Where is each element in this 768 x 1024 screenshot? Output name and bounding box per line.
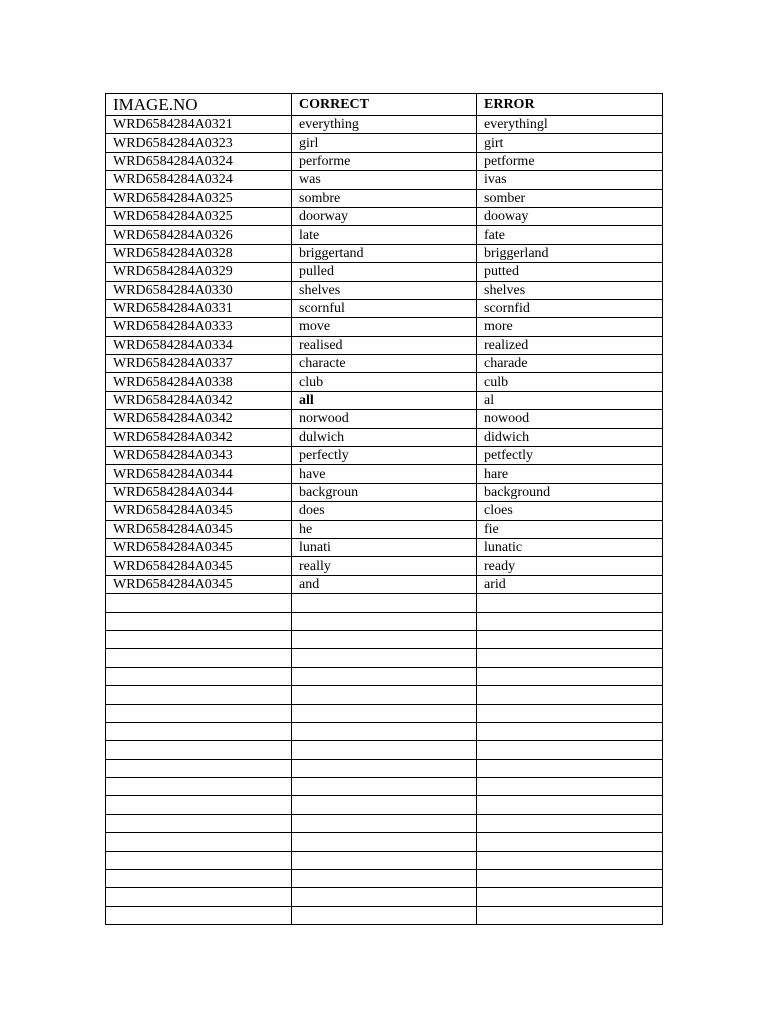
- empty-cell: [292, 667, 477, 685]
- cell-image-no: WRD6584284A0342: [106, 428, 292, 446]
- cell-error: fie: [477, 520, 663, 538]
- table-row: [106, 299, 663, 317]
- empty-cell: [292, 833, 477, 851]
- table-row: [106, 465, 663, 483]
- table-row: [106, 152, 663, 170]
- empty-cell: [106, 778, 292, 796]
- empty-table-row: [106, 704, 663, 722]
- cell-correct: does: [292, 502, 477, 520]
- table-row: [106, 336, 663, 354]
- empty-cell: [477, 686, 663, 704]
- empty-table-row: [106, 612, 663, 630]
- cell-error: nowood: [477, 410, 663, 428]
- cell-error: lunatic: [477, 538, 663, 556]
- cell-correct: girl: [292, 134, 477, 152]
- cell-image-no: WRD6584284A0331: [106, 299, 292, 317]
- empty-table-row: [106, 667, 663, 685]
- cell-correct: characte: [292, 355, 477, 373]
- cell-image-no: WRD6584284A0333: [106, 318, 292, 336]
- empty-cell: [106, 814, 292, 832]
- empty-table-row: [106, 686, 663, 704]
- empty-table-row: [106, 833, 663, 851]
- cell-image-no: WRD6584284A0326: [106, 226, 292, 244]
- empty-cell: [106, 888, 292, 906]
- empty-cell: [106, 667, 292, 685]
- empty-table-row: [106, 630, 663, 648]
- table-row: [106, 134, 663, 152]
- header-row: [106, 94, 663, 116]
- cell-correct: doorway: [292, 207, 477, 225]
- empty-cell: [477, 796, 663, 814]
- cell-error: dooway: [477, 207, 663, 225]
- cell-correct: really: [292, 557, 477, 575]
- table-row: [106, 263, 663, 281]
- cell-image-no: WRD6584284A0324: [106, 152, 292, 170]
- table-row: [106, 373, 663, 391]
- empty-cell: [477, 741, 663, 759]
- cell-error: everythingl: [477, 116, 663, 134]
- empty-table-row: [106, 649, 663, 667]
- cell-error: shelves: [477, 281, 663, 299]
- empty-table-row: [106, 851, 663, 869]
- empty-cell: [106, 612, 292, 630]
- table-row: [106, 318, 663, 336]
- empty-cell: [292, 741, 477, 759]
- empty-cell: [477, 870, 663, 888]
- cell-image-no: WRD6584284A0324: [106, 171, 292, 189]
- empty-cell: [106, 759, 292, 777]
- cell-correct: and: [292, 575, 477, 593]
- empty-cell: [477, 888, 663, 906]
- cell-image-no: WRD6584284A0330: [106, 281, 292, 299]
- empty-table-row: [106, 741, 663, 759]
- cell-image-no: WRD6584284A0345: [106, 502, 292, 520]
- cell-error: girt: [477, 134, 663, 152]
- table-body: [106, 116, 663, 925]
- table-row: [106, 575, 663, 593]
- cell-error: more: [477, 318, 663, 336]
- empty-cell: [292, 759, 477, 777]
- empty-cell: [477, 906, 663, 924]
- cell-image-no: WRD6584284A0344: [106, 483, 292, 501]
- cell-correct: scornful: [292, 299, 477, 317]
- cell-error: charade: [477, 355, 663, 373]
- empty-cell: [292, 630, 477, 648]
- cell-correct: was: [292, 171, 477, 189]
- cell-image-no: WRD6584284A0345: [106, 557, 292, 575]
- empty-cell: [106, 649, 292, 667]
- table-row: [106, 428, 663, 446]
- table-row: [106, 538, 663, 556]
- table-row: [106, 207, 663, 225]
- empty-cell: [106, 833, 292, 851]
- cell-correct: sombre: [292, 189, 477, 207]
- empty-cell: [106, 722, 292, 740]
- cell-image-no: WRD6584284A0325: [106, 189, 292, 207]
- header-image-no: IMAGE.NO: [106, 94, 292, 116]
- empty-table-row: [106, 796, 663, 814]
- cell-correct: perfectly: [292, 447, 477, 465]
- empty-table-row: [106, 888, 663, 906]
- cell-image-no: WRD6584284A0323: [106, 134, 292, 152]
- cell-image-no: WRD6584284A0337: [106, 355, 292, 373]
- empty-table-row: [106, 759, 663, 777]
- empty-cell: [292, 722, 477, 740]
- empty-cell: [477, 851, 663, 869]
- cell-correct: briggertand: [292, 244, 477, 262]
- cell-correct: realised: [292, 336, 477, 354]
- empty-cell: [292, 778, 477, 796]
- table-row: [106, 391, 663, 409]
- cell-correct: lunati: [292, 538, 477, 556]
- empty-table-row: [106, 814, 663, 832]
- header-error: ERROR: [477, 94, 663, 116]
- cell-image-no: WRD6584284A0343: [106, 447, 292, 465]
- table-row: [106, 410, 663, 428]
- cell-image-no: WRD6584284A0338: [106, 373, 292, 391]
- empty-cell: [292, 870, 477, 888]
- cell-error: ready: [477, 557, 663, 575]
- cell-error: background: [477, 483, 663, 501]
- empty-cell: [106, 741, 292, 759]
- cell-correct: dulwich: [292, 428, 477, 446]
- empty-table-row: [106, 722, 663, 740]
- table-row: [106, 502, 663, 520]
- cell-image-no: WRD6584284A0345: [106, 575, 292, 593]
- empty-table-row: [106, 594, 663, 612]
- empty-cell: [106, 704, 292, 722]
- cell-correct: late: [292, 226, 477, 244]
- cell-image-no: WRD6584284A0342: [106, 410, 292, 428]
- empty-cell: [477, 704, 663, 722]
- empty-cell: [477, 612, 663, 630]
- cell-image-no: WRD6584284A0325: [106, 207, 292, 225]
- cell-correct: club: [292, 373, 477, 391]
- cell-error: putted: [477, 263, 663, 281]
- cell-error: al: [477, 391, 663, 409]
- cell-error: scornfid: [477, 299, 663, 317]
- table-row: [106, 520, 663, 538]
- cell-image-no: WRD6584284A0328: [106, 244, 292, 262]
- empty-cell: [106, 686, 292, 704]
- empty-cell: [106, 796, 292, 814]
- empty-cell: [477, 667, 663, 685]
- empty-cell: [292, 704, 477, 722]
- table-row: [106, 281, 663, 299]
- cell-correct: move: [292, 318, 477, 336]
- empty-table-row: [106, 870, 663, 888]
- cell-correct: all: [292, 391, 477, 409]
- empty-cell: [106, 870, 292, 888]
- table-row: [106, 355, 663, 373]
- empty-cell: [292, 612, 477, 630]
- cell-error: fate: [477, 226, 663, 244]
- header-correct: CORRECT: [292, 94, 477, 116]
- table-row: [106, 244, 663, 262]
- cell-error: cloes: [477, 502, 663, 520]
- word-error-table: [105, 93, 663, 925]
- empty-cell: [477, 833, 663, 851]
- cell-error: arid: [477, 575, 663, 593]
- cell-correct: shelves: [292, 281, 477, 299]
- empty-cell: [477, 722, 663, 740]
- cell-error: hare: [477, 465, 663, 483]
- empty-cell: [106, 851, 292, 869]
- cell-error: culb: [477, 373, 663, 391]
- cell-error: realized: [477, 336, 663, 354]
- cell-image-no: WRD6584284A0334: [106, 336, 292, 354]
- empty-cell: [106, 906, 292, 924]
- empty-cell: [292, 594, 477, 612]
- table-row: [106, 447, 663, 465]
- table-row: [106, 483, 663, 501]
- cell-correct: pulled: [292, 263, 477, 281]
- table-row: [106, 116, 663, 134]
- empty-cell: [477, 778, 663, 796]
- cell-image-no: WRD6584284A0329: [106, 263, 292, 281]
- cell-correct: norwood: [292, 410, 477, 428]
- empty-cell: [477, 594, 663, 612]
- empty-cell: [106, 630, 292, 648]
- cell-image-no: WRD6584284A0342: [106, 391, 292, 409]
- table-row: [106, 557, 663, 575]
- cell-correct: performe: [292, 152, 477, 170]
- cell-correct: everything: [292, 116, 477, 134]
- cell-correct: backgroun: [292, 483, 477, 501]
- cell-error: briggerland: [477, 244, 663, 262]
- cell-error: petforme: [477, 152, 663, 170]
- table-row: [106, 226, 663, 244]
- cell-error: somber: [477, 189, 663, 207]
- empty-cell: [292, 686, 477, 704]
- empty-cell: [292, 906, 477, 924]
- empty-cell: [477, 649, 663, 667]
- empty-table-row: [106, 906, 663, 924]
- empty-cell: [477, 759, 663, 777]
- cell-image-no: WRD6584284A0345: [106, 538, 292, 556]
- cell-correct: he: [292, 520, 477, 538]
- cell-correct: have: [292, 465, 477, 483]
- empty-cell: [292, 796, 477, 814]
- cell-image-no: WRD6584284A0321: [106, 116, 292, 134]
- empty-cell: [106, 594, 292, 612]
- cell-error: didwich: [477, 428, 663, 446]
- cell-image-no: WRD6584284A0345: [106, 520, 292, 538]
- empty-cell: [292, 851, 477, 869]
- table-row: [106, 171, 663, 189]
- empty-cell: [477, 630, 663, 648]
- empty-cell: [292, 649, 477, 667]
- empty-table-row: [106, 778, 663, 796]
- empty-cell: [477, 814, 663, 832]
- cell-image-no: WRD6584284A0344: [106, 465, 292, 483]
- empty-cell: [292, 814, 477, 832]
- cell-error: ivas: [477, 171, 663, 189]
- empty-cell: [292, 888, 477, 906]
- cell-error: petfectly: [477, 447, 663, 465]
- table-row: [106, 189, 663, 207]
